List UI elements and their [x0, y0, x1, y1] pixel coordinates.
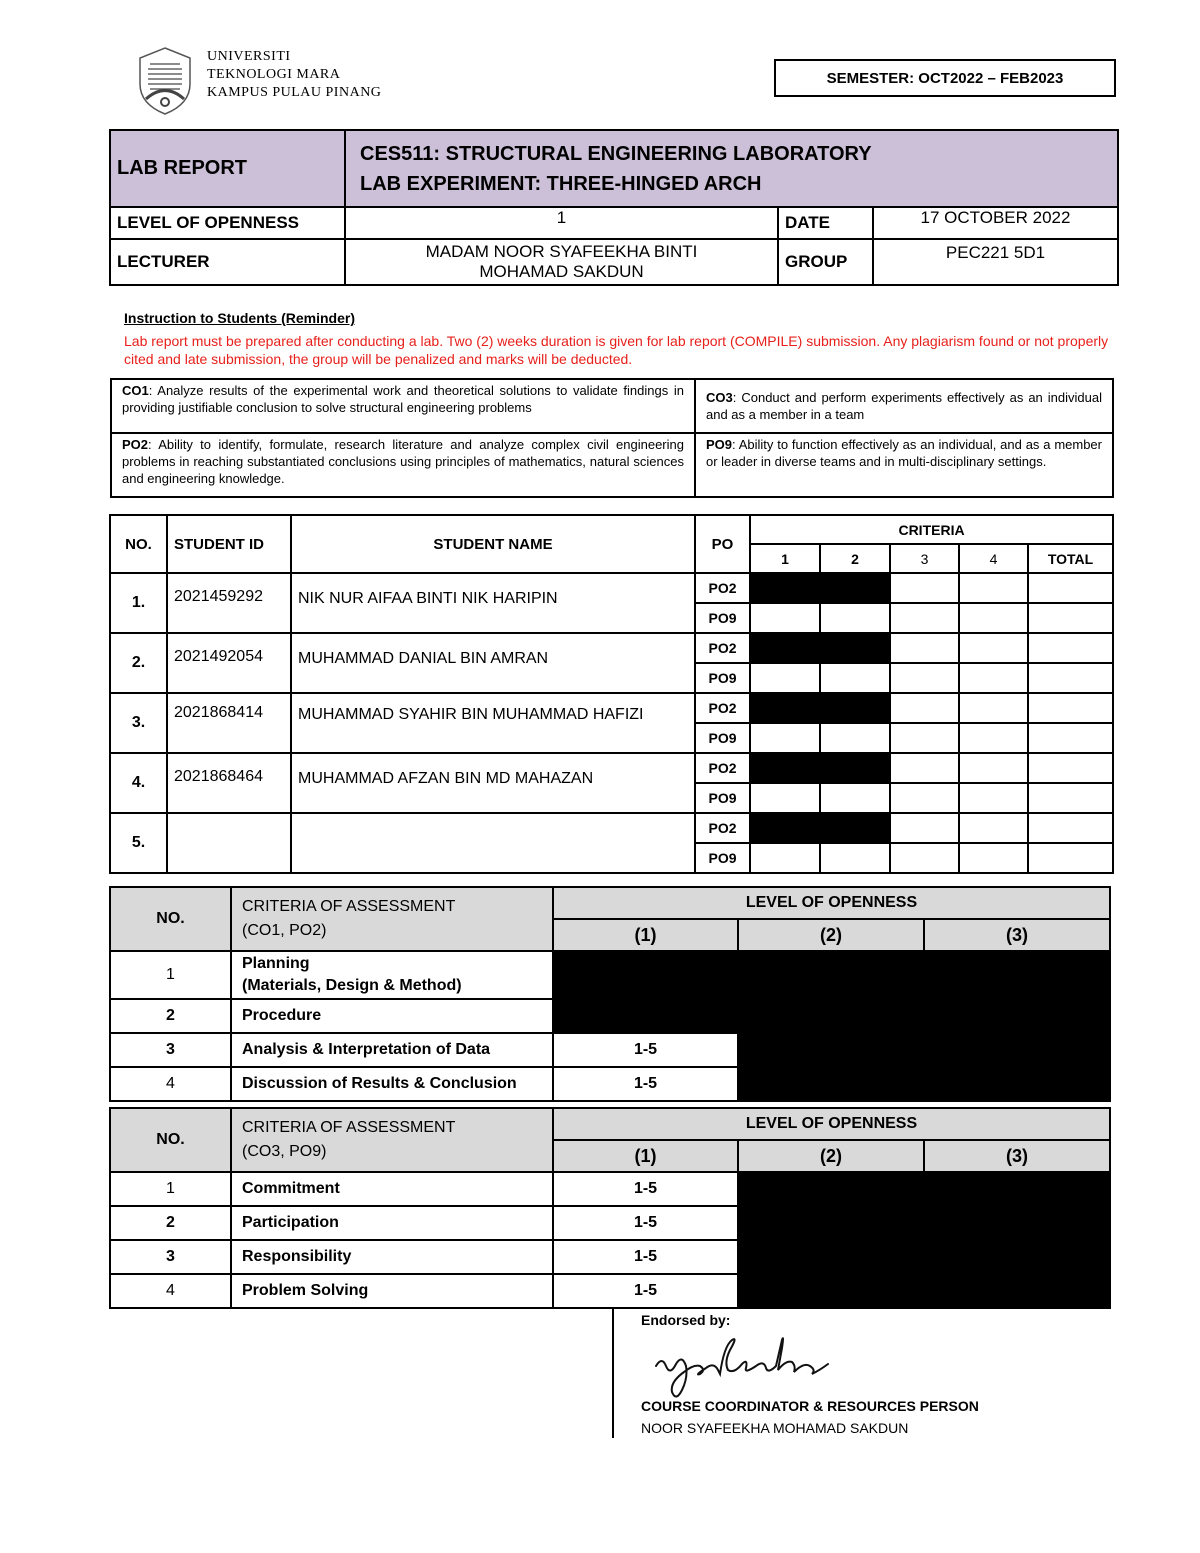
criteria-no: 2 — [110, 999, 231, 1033]
criteria-name: Discussion of Results & Conclusion — [231, 1067, 553, 1101]
criteria-title: CRITERIA OF ASSESSMENT — [242, 898, 456, 915]
score-range[interactable]: 1-5 — [553, 1033, 738, 1067]
course-title-cell — [345, 130, 1118, 207]
criteria-row — [110, 1274, 1110, 1308]
header-criteria-1: 1 — [750, 544, 820, 573]
total-cell[interactable] — [1028, 843, 1113, 873]
score-cell-blocked — [924, 1274, 1110, 1308]
header-no: NO. — [110, 515, 167, 573]
student-row — [110, 633, 1113, 663]
score-cell[interactable] — [959, 813, 1028, 843]
date-label: DATE — [778, 207, 873, 239]
criteria-name: Analysis & Interpretation of Data — [231, 1033, 553, 1067]
university-line-3: KAMPUS PULAU PINANG — [207, 85, 382, 100]
po2-text: : Ability to identify, formulate, research literature and analyze complex civil engineering problems in reaching substantiated conclusions using principles of mathematics, natural sciences and engineering knowledge. — [122, 437, 684, 486]
po-label: PO2 — [695, 753, 750, 783]
score-cell[interactable] — [959, 573, 1028, 603]
course-title: CES511: STRUCTURAL ENGINEERING LABORATORY — [360, 142, 872, 165]
group-label: GROUP — [778, 239, 873, 285]
score-cell[interactable] — [959, 723, 1028, 753]
score-cell-blocked — [750, 633, 820, 663]
criteria-no: 4 — [110, 1067, 231, 1101]
student-name[interactable] — [291, 813, 695, 873]
score-cell[interactable] — [820, 723, 890, 753]
uitm-logo — [128, 44, 202, 118]
po9-cell — [695, 433, 1113, 497]
lecturer-label: LECTURER — [110, 239, 345, 285]
po-label: PO2 — [695, 633, 750, 663]
score-cell-blocked — [738, 1172, 924, 1206]
openness-label: LEVEL OF OPENNESS — [110, 207, 345, 239]
criteria-name-cell — [231, 951, 553, 999]
total-cell[interactable] — [1028, 723, 1113, 753]
score-cell[interactable] — [750, 723, 820, 753]
score-cell[interactable] — [959, 693, 1028, 723]
po-label: PO9 — [695, 663, 750, 693]
score-cell[interactable] — [820, 663, 890, 693]
coordinator-role: COURSE COORDINATOR & RESOURCES PERSON — [641, 1398, 979, 1414]
level-1-header: (1) — [553, 1140, 738, 1172]
outcomes-table — [110, 378, 1114, 498]
score-cell[interactable] — [820, 603, 890, 633]
criteria-subtitle: (CO3, PO9) — [242, 1143, 327, 1160]
criteria-row — [110, 1206, 1110, 1240]
criteria-name: Commitment — [231, 1172, 553, 1206]
score-cell-blocked — [820, 633, 890, 663]
criteria-row — [110, 1033, 1110, 1067]
criteria-row — [110, 1240, 1110, 1274]
score-cell[interactable] — [959, 663, 1028, 693]
criteria-sub: (Materials, Design & Method) — [242, 977, 462, 994]
co1-text: : Analyze results of the experimental work and theoretical solutions to validate findings in providing justifiable conclusion to solve structural engineering problems — [122, 383, 684, 415]
score-cell[interactable] — [890, 723, 959, 753]
score-cell[interactable] — [890, 843, 959, 873]
po9-text: : Ability to function effectively as an individual, and as a member or leader in diverse teams and in multi-disciplinary settings. — [706, 437, 1102, 469]
header-student-id: STUDENT ID — [167, 515, 291, 573]
semester-box: SEMESTER: OCT2022 – FEB2023 — [774, 59, 1116, 97]
score-cell-blocked — [553, 999, 738, 1033]
criteria-name: Participation — [231, 1206, 553, 1240]
score-cell-blocked — [820, 693, 890, 723]
instructions — [124, 310, 1114, 368]
criteria-no-header: NO. — [110, 1108, 231, 1172]
score-cell[interactable] — [890, 573, 959, 603]
score-cell-blocked — [750, 573, 820, 603]
score-cell[interactable] — [890, 753, 959, 783]
co3-cell — [695, 379, 1113, 433]
po-label: PO2 — [695, 573, 750, 603]
date-value: 17 OCTOBER 2022 — [873, 207, 1118, 239]
header-criteria: CRITERIA — [750, 515, 1113, 544]
student-id: 2021868414 — [167, 693, 291, 753]
criteria-no: 1 — [110, 951, 231, 999]
score-cell[interactable] — [959, 603, 1028, 633]
score-cell[interactable] — [890, 663, 959, 693]
student-row — [110, 813, 1113, 843]
lecturer-value: MADAM NOOR SYAFEEKHA BINTI MOHAMAD SAKDUN — [345, 239, 778, 285]
score-cell-blocked — [738, 951, 924, 999]
criteria-no: 3 — [110, 1240, 231, 1274]
po9-code: PO9 — [706, 437, 733, 452]
score-cell[interactable] — [750, 843, 820, 873]
instructions-title: Instruction to Students (Reminder) — [124, 310, 355, 326]
header-criteria-2: 2 — [820, 544, 890, 573]
level-2-header: (2) — [738, 1140, 924, 1172]
co1-cell — [111, 379, 695, 433]
student-no: 5. — [110, 813, 167, 873]
score-cell[interactable] — [890, 693, 959, 723]
score-cell-blocked — [820, 813, 890, 843]
po2-cell — [111, 433, 695, 497]
po-label: PO2 — [695, 813, 750, 843]
university-line-1: UNIVERSITI — [207, 49, 291, 64]
po-label: PO9 — [695, 723, 750, 753]
level-of-openness-header: LEVEL OF OPENNESS — [553, 887, 1110, 919]
student-id: 2021492054 — [167, 633, 291, 693]
score-cell-blocked — [924, 999, 1110, 1033]
header-student-name: STUDENT NAME — [291, 515, 695, 573]
total-cell[interactable] — [1028, 663, 1113, 693]
score-cell-blocked — [738, 1206, 924, 1240]
experiment-title: LAB EXPERIMENT: THREE-HINGED ARCH — [360, 172, 762, 195]
student-name: NIK NUR AIFAA BINTI NIK HARIPIN — [291, 573, 695, 633]
score-cell-blocked — [738, 1274, 924, 1308]
openness-value: 1 — [345, 207, 778, 239]
po2-code: PO2 — [122, 437, 149, 452]
student-id[interactable] — [167, 813, 291, 873]
student-name: MUHAMMAD AFZAN BIN MD MAHAZAN — [291, 753, 695, 813]
total-cell[interactable] — [1028, 753, 1113, 783]
header-criteria-3: 3 — [890, 544, 959, 573]
total-cell[interactable] — [1028, 783, 1113, 813]
criteria-no: 3 — [110, 1033, 231, 1067]
score-cell[interactable] — [750, 783, 820, 813]
score-range[interactable]: 1-5 — [553, 1067, 738, 1101]
student-name: MUHAMMAD DANIAL BIN AMRAN — [291, 633, 695, 693]
criteria-header — [231, 887, 553, 951]
header-po: PO — [695, 515, 750, 573]
coordinator-name: NOOR SYAFEEKHA MOHAMAD SAKDUN — [641, 1420, 909, 1436]
score-cell-blocked — [553, 951, 738, 999]
co3-text: : Conduct and perform experiments effectively as an individual and as a member in a team — [706, 390, 1102, 422]
score-cell[interactable] — [820, 783, 890, 813]
student-id: 2021868464 — [167, 753, 291, 813]
score-cell-blocked — [750, 813, 820, 843]
level-of-openness-header: LEVEL OF OPENNESS — [553, 1108, 1110, 1140]
co1-code: CO1 — [122, 383, 149, 398]
lab-report-label: LAB REPORT — [110, 130, 345, 207]
header-criteria-4: 4 — [959, 544, 1028, 573]
signature-image — [648, 1326, 833, 1406]
student-row — [110, 753, 1113, 783]
criteria-name: Responsibility — [231, 1240, 553, 1274]
score-cell[interactable] — [959, 633, 1028, 663]
student-name: MUHAMMAD SYAHIR BIN MUHAMMAD HAFIZI — [291, 693, 695, 753]
score-cell-blocked — [738, 1067, 924, 1101]
score-cell[interactable] — [750, 603, 820, 633]
score-cell-blocked — [924, 1067, 1110, 1101]
score-range[interactable]: 1-5 — [553, 1274, 738, 1308]
score-cell-blocked — [924, 1033, 1110, 1067]
endorsed-by-label: Endorsed by: — [641, 1312, 731, 1328]
student-no: 2. — [110, 633, 167, 693]
po-label: PO9 — [695, 843, 750, 873]
co3-code: CO3 — [706, 390, 733, 405]
total-cell[interactable] — [1028, 603, 1113, 633]
university-line-2: TEKNOLOGI MARA — [207, 67, 341, 82]
score-cell[interactable] — [750, 663, 820, 693]
level-3-header: (3) — [924, 1140, 1110, 1172]
score-cell[interactable] — [890, 783, 959, 813]
score-cell-blocked — [924, 951, 1110, 999]
score-cell[interactable] — [959, 783, 1028, 813]
po-label: PO9 — [695, 783, 750, 813]
score-cell[interactable] — [890, 633, 959, 663]
criteria-table-co1 — [109, 886, 1111, 1102]
criteria-name: Procedure — [231, 999, 553, 1033]
students-table — [109, 514, 1114, 874]
student-row — [110, 693, 1113, 723]
score-cell-blocked — [924, 1206, 1110, 1240]
score-cell[interactable] — [959, 843, 1028, 873]
criteria-name: Planning — [242, 955, 310, 972]
header-total: TOTAL — [1028, 544, 1113, 573]
level-3-header: (3) — [924, 919, 1110, 951]
criteria-row — [110, 999, 1110, 1033]
score-cell[interactable] — [890, 813, 959, 843]
criteria-title: CRITERIA OF ASSESSMENT — [242, 1119, 456, 1136]
total-cell[interactable] — [1028, 573, 1113, 603]
score-cell-blocked — [924, 1240, 1110, 1274]
score-cell-blocked — [738, 999, 924, 1033]
university-name — [207, 48, 381, 102]
student-id: 2021459292 — [167, 573, 291, 633]
level-1-header: (1) — [553, 919, 738, 951]
criteria-no-header: NO. — [110, 887, 231, 951]
student-no: 3. — [110, 693, 167, 753]
score-cell-blocked — [924, 1172, 1110, 1206]
po-label: PO2 — [695, 693, 750, 723]
report-header-table — [109, 129, 1119, 286]
criteria-row — [110, 1172, 1110, 1206]
score-cell[interactable] — [959, 753, 1028, 783]
score-range[interactable]: 1-5 — [553, 1206, 738, 1240]
student-no: 4. — [110, 753, 167, 813]
student-no: 1. — [110, 573, 167, 633]
score-cell-blocked — [738, 1033, 924, 1067]
score-cell-blocked — [820, 753, 890, 783]
criteria-table-co3 — [109, 1107, 1111, 1309]
score-cell[interactable] — [820, 843, 890, 873]
score-range[interactable]: 1-5 — [553, 1240, 738, 1274]
total-cell[interactable] — [1028, 813, 1113, 843]
total-cell[interactable] — [1028, 693, 1113, 723]
instructions-text: Lab report must be prepared after conducting a lab. Two (2) weeks duration is given for lab report (COMPILE) submission. Any plagiarism found or not properly cited and late submission, the group will be penalized and marks will be deducted. — [124, 333, 1109, 367]
group-value: PEC221 5D1 — [873, 239, 1118, 285]
criteria-no: 2 — [110, 1206, 231, 1240]
criteria-no: 4 — [110, 1274, 231, 1308]
criteria-name: Problem Solving — [231, 1274, 553, 1308]
score-cell-blocked — [738, 1240, 924, 1274]
score-cell-blocked — [750, 753, 820, 783]
criteria-no: 1 — [110, 1172, 231, 1206]
score-cell-blocked — [750, 693, 820, 723]
student-row — [110, 573, 1113, 603]
criteria-header — [231, 1108, 553, 1172]
signature-divider — [612, 1308, 614, 1438]
score-range[interactable]: 1-5 — [553, 1172, 738, 1206]
level-2-header: (2) — [738, 919, 924, 951]
po-label: PO9 — [695, 603, 750, 633]
score-cell[interactable] — [890, 603, 959, 633]
criteria-row — [110, 951, 1110, 999]
criteria-row — [110, 1067, 1110, 1101]
criteria-subtitle: (CO1, PO2) — [242, 922, 327, 939]
score-cell-blocked — [820, 573, 890, 603]
total-cell[interactable] — [1028, 633, 1113, 663]
